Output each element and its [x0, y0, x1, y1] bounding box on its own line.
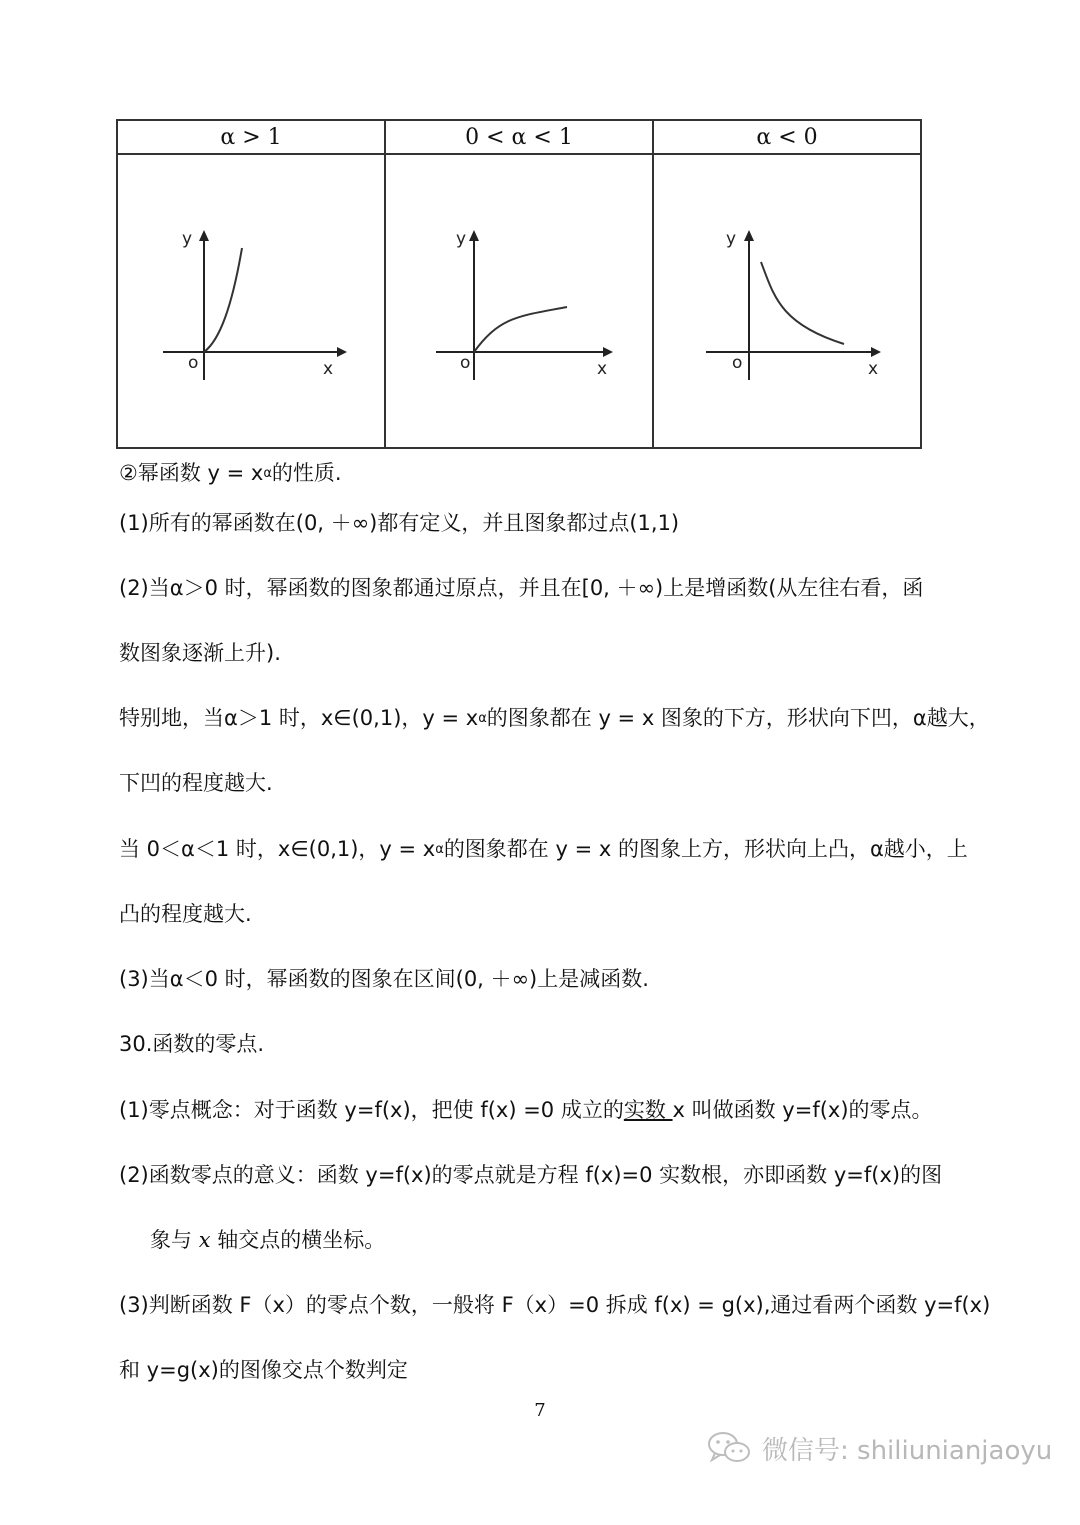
paragraph-zero-point-meaning-line1: (2)函数零点的意义：函数 y=f(x)的零点就是方程 f(x)=0 实数根，亦即函数 y=f(x)的图 [119, 1163, 943, 1187]
paragraph-alpha-0-1-line2: 凸的程度越大. [119, 902, 252, 926]
origin-label: o [188, 353, 199, 373]
watermark-text: 微信号: shiliunianjaoyu [762, 1435, 1053, 1466]
paragraph-zero-point-meaning-line2 [150, 1225, 385, 1255]
x-axis-label: x [868, 359, 879, 379]
graph-alpha-gt-1 [120, 156, 382, 446]
superscript-alpha: α [263, 466, 272, 481]
paragraph-property-2-line1: (2)当α＞0 时，幂函数的图象都通过原点，并且在[0, ＋∞)上是增函数(从左往右看，函 [119, 576, 924, 600]
section-title-zero-point: 30.函数的零点. [119, 1032, 265, 1056]
wechat-icon [706, 1430, 752, 1466]
paragraph-alpha-gt-1-line1 [119, 703, 990, 733]
section-title-power-function-properties [119, 458, 342, 488]
header-alpha-lt-0: α < 0 [653, 120, 921, 154]
graph-alpha-lt-0 [654, 156, 932, 446]
text: 当 0＜α＜1 时，x∈(0,1)，y = x [119, 837, 436, 861]
superscript-alpha: α [435, 842, 444, 857]
graph-cell-alpha-gt-1 [117, 154, 385, 448]
graph-cell-alpha-lt-0 [653, 154, 921, 448]
text: 象与 [150, 1228, 199, 1252]
text: (1)零点概念：对于函数 y=f(x)，把使 f(x) =0 成立的 [119, 1098, 624, 1122]
paragraph-zero-count-line1: (3)判断函数 F（x）的零点个数，一般将 F（x）=0 拆成 f(x) = g(x),通过看两个函数 y=f(x) [119, 1293, 991, 1317]
header-alpha-gt-1: α > 1 [117, 120, 385, 154]
watermark [706, 1428, 1052, 1468]
y-axis-label: y [456, 229, 467, 249]
text: x 叫做函数 y=f(x)的零点。 [672, 1098, 933, 1122]
title-text-end: 的性质. [271, 461, 342, 485]
paragraph-zero-point-concept [119, 1095, 933, 1125]
paragraph-property-3: (3)当α＜0 时，幂函数的图象在区间(0, ＋∞)上是减函数. [119, 967, 649, 991]
underlined-text: 实数 [623, 1098, 673, 1122]
paragraph-zero-count-line2: 和 y=g(x)的图像交点个数判定 [119, 1358, 408, 1382]
x-axis-label: x [597, 359, 608, 379]
paragraph-property-2-line2: 数图象逐渐上升). [119, 641, 281, 665]
superscript-alpha: α [478, 711, 487, 726]
page-number: 7 [534, 1400, 546, 1421]
italic-x: x [198, 1228, 211, 1252]
origin-label: o [732, 353, 743, 373]
paragraph-property-1: (1)所有的幂函数在(0, ＋∞)都有定义，并且图象都过点(1,1) [119, 511, 680, 535]
origin-label: o [460, 353, 471, 373]
paragraph-alpha-0-1-line1 [119, 834, 968, 864]
text: 特别地，当α＞1 时，x∈(0,1)，y = x [119, 706, 479, 730]
power-function-graph-table [116, 119, 922, 449]
y-axis-label: y [726, 229, 737, 249]
text: 的图象都在 y = x 图象的下方，形状向下凹，α越大， [486, 706, 990, 730]
y-axis-label: y [182, 229, 193, 249]
title-text: ②幂函数 y = x [119, 461, 264, 485]
header-alpha-between-0-1: 0 < α < 1 [385, 120, 653, 154]
x-axis-label: x [323, 359, 334, 379]
paragraph-alpha-gt-1-line2: 下凹的程度越大. [119, 771, 273, 795]
graph-alpha-between-0-1 [390, 156, 648, 446]
graph-cell-alpha-between-0-1 [385, 154, 653, 448]
text: 的图象都在 y = x 的图象上方，形状向上凸，α越小，上 [443, 837, 968, 861]
text: 轴交点的横坐标。 [210, 1228, 386, 1252]
